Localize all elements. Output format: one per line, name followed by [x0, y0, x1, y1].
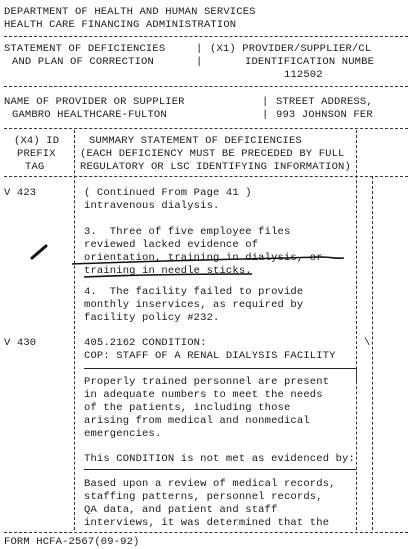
finding-line: QA data, and patient and staff: [84, 504, 278, 516]
condition-rule-end: [356, 368, 357, 382]
condition-code: 405.2162 CONDITION:: [84, 337, 207, 349]
id-prefix-label: (X4) ID: [14, 135, 60, 147]
pen-underline-2: [84, 274, 252, 277]
pen-underline-1: [72, 257, 344, 264]
finding-4-line: facility policy #232.: [84, 312, 220, 324]
finding-line: Based upon a review of medical records,: [84, 478, 336, 490]
divider-footer: [4, 532, 408, 533]
finding-line: staffing patterns, personnel records,: [84, 491, 323, 503]
agency-name: DEPARTMENT OF HEALTH AND HUMAN SERVICES: [4, 6, 256, 18]
finding-3-line: reviewed lacked evidence of: [84, 239, 259, 251]
condition-title: COP: STAFF OF A RENAL DIALYSIS FACILITY: [84, 350, 336, 362]
street-label: STREET ADDRESS,: [276, 96, 373, 108]
street-value: 993 JOHNSON FER: [276, 109, 373, 121]
provider-name: GAMBRO HEALTHCARE-FULTON: [12, 109, 167, 121]
tag-v430: V 430: [4, 337, 37, 349]
standard-line: Properly trained personnel are present: [84, 376, 330, 388]
not-met-rule: [84, 469, 356, 470]
provider-label: NAME OF PROVIDER OR SUPPLIER: [4, 96, 185, 108]
right-tick: \: [364, 337, 371, 349]
x1-divider-glyph: |: [196, 43, 203, 55]
street-divider-glyph: |: [262, 96, 269, 108]
condition-not-met: This CONDITION is not met as evidenced by:: [84, 453, 355, 465]
standard-line: in adequate numbers to meet the needs: [84, 389, 323, 401]
summary-title: SUMMARY STATEMENT OF DEFICIENCIES: [89, 135, 302, 147]
x1-sublabel: IDENTIFICATION NUMBE: [245, 56, 375, 68]
provider-number: 112502: [284, 69, 323, 81]
form-id: FORM HCFA-2567(09-92): [4, 536, 140, 548]
id-prefix-label-3: TAG: [25, 161, 45, 173]
finding-4-line: 4. The facility failed to provide: [84, 286, 304, 298]
summary-instruction-2: REGULATORY OR LSC IDENTIFYING INFORMATION): [80, 161, 351, 173]
finding-4-line: monthly inservices, as required by: [84, 299, 304, 311]
pen-check-mark: [32, 246, 46, 258]
tag-v423: V 423: [4, 187, 37, 199]
agency-subname: HEALTH CARE FINANCING ADMINISTRATION: [4, 19, 237, 31]
finding-line: interviews, it was determined that the: [84, 517, 330, 529]
x1-label: (X1) PROVIDER/SUPPLIER/CL: [210, 43, 372, 55]
standard-line: arising from medical and nonmedical: [84, 415, 310, 427]
standard-line: emergencies.: [84, 428, 162, 440]
standard-line: of the patients, including those: [84, 402, 291, 414]
x1-divider-glyph: |: [196, 56, 203, 68]
street-divider-glyph: |: [262, 109, 269, 121]
id-prefix-label-2: PREFIX: [17, 148, 56, 160]
statement-title: STATEMENT OF DEFICIENCIES: [4, 43, 166, 55]
condition-rule: [84, 368, 356, 369]
summary-instruction: (EACH DEFICIENCY MUST BE PRECEDED BY FULL: [80, 148, 345, 160]
finding-3-line: training in needle sticks.: [84, 265, 252, 277]
finding-3-line: orientation, training in dialysis, or: [84, 252, 323, 264]
finding-3-line: 3. Three of five employee files: [84, 226, 291, 238]
entry-line: intravenous dialysis.: [84, 200, 220, 212]
entry-line: ( Continued From Page 41 ): [84, 187, 252, 199]
statement-subtitle: AND PLAN OF CORRECTION: [12, 56, 154, 68]
